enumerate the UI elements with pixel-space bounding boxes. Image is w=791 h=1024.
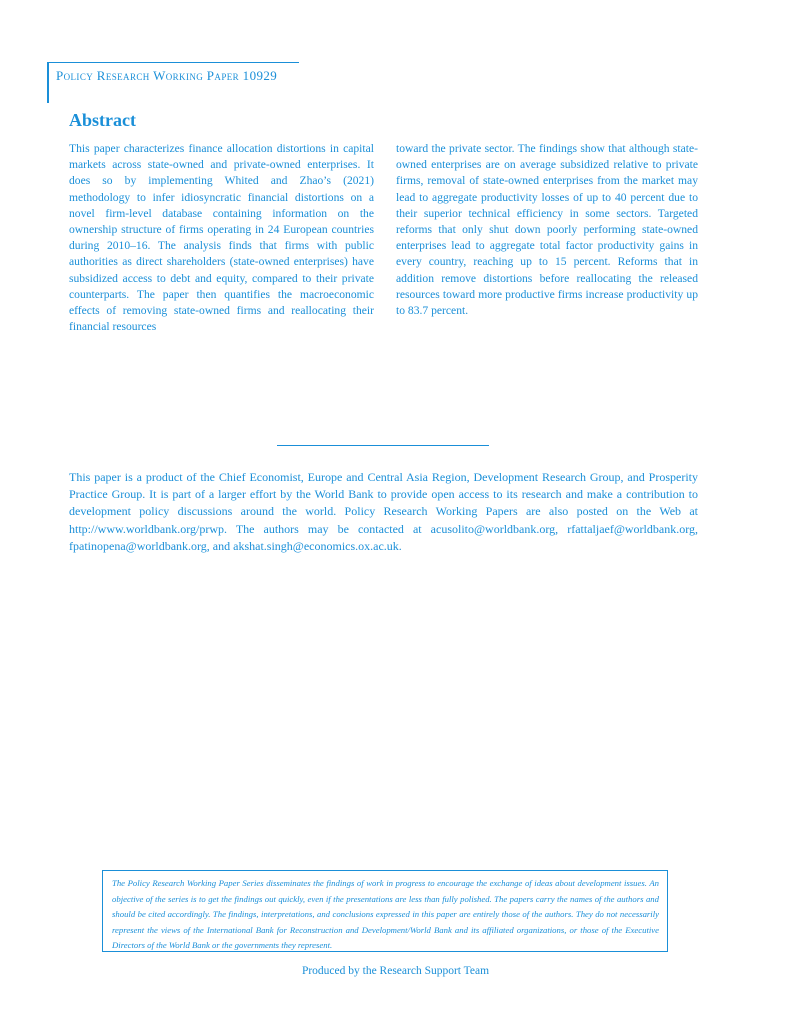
abstract-heading: Abstract (69, 110, 136, 130)
disclaimer-text: The Policy Research Working Paper Series disseminates the findings of work in progress to encourage the exchange of ideas about development issues. An objective of the series is to get the findings out quickly, even if the presentations are less than fully polished. The papers carry the names of the authors and should be cited accordingly. The findings, interpretations, and conclusions expressed in this paper are entirely those of the authors. They do not necessarily represent the views of the International Bank for Reconstruction and Development/World Bank and its affiliated organizations, or those of the Executive Directors of the World Bank or the governments they represent. (112, 878, 659, 950)
abstract-left-column: This paper characterizes finance allocation distortions in capital markets across state-owned and private-owned enterprises. It does so by implementing Whited and Zhao’s (2021) methodology to infer idiosyncratic financial distortions on a novel firm-level database containing information on the ownership structure of firms operating in 24 European countries during 2010–16. The analysis finds that firms with public authorities as direct shareholders (state-owned enterprises) have subsidized access to debt and equity, compared to their private counterparts. The paper then quantifies the macroeconomic effects of removing state-owned firms and reallocating their financial resources (69, 142, 374, 334)
header-vertical-rule (47, 62, 49, 103)
section-divider (277, 445, 489, 446)
footer-credit: Produced by the Research Support Team (301, 965, 490, 977)
abstract-right-column: toward the private sector. The findings show that although state-owned enterprises are on average subsidized relative to private firms, removal of state-owned enterprises from the market may lead to aggregate productivity losses of up to 40 percent due to their superior technical efficiency in some sectors. Targeted reforms that only shut down poorly performing state-owned enterprises lead to aggregate total factor productivity gains in every country, reaching up to 15 percent. Reforms that in addition remove distortions before reallocating the released resources toward more productive firms increase productivity up to 83.7 percent. (396, 142, 698, 318)
series-title: Policy Research Working Paper 10929 (56, 68, 278, 83)
product-note: This paper is a product of the Chief Economist, Europe and Central Asia Region, Development Research Group, and Prosperity Practice Group. It is part of a larger effort by the World Bank to provide open access to its research and make a contribution to development policy discussions around the world. Policy Research Working Papers are also posted on the Web at http://www.worldbank.org/prwp. The authors may be contacted at acusolito@worldbank.org, rfattaljaef@worldbank.org, fpatinopena@worldbank.org, and akshat.singh@economics.ox.ac.uk. (69, 470, 698, 553)
disclaimer-box (102, 870, 668, 952)
header-horizontal-rule (47, 62, 299, 63)
